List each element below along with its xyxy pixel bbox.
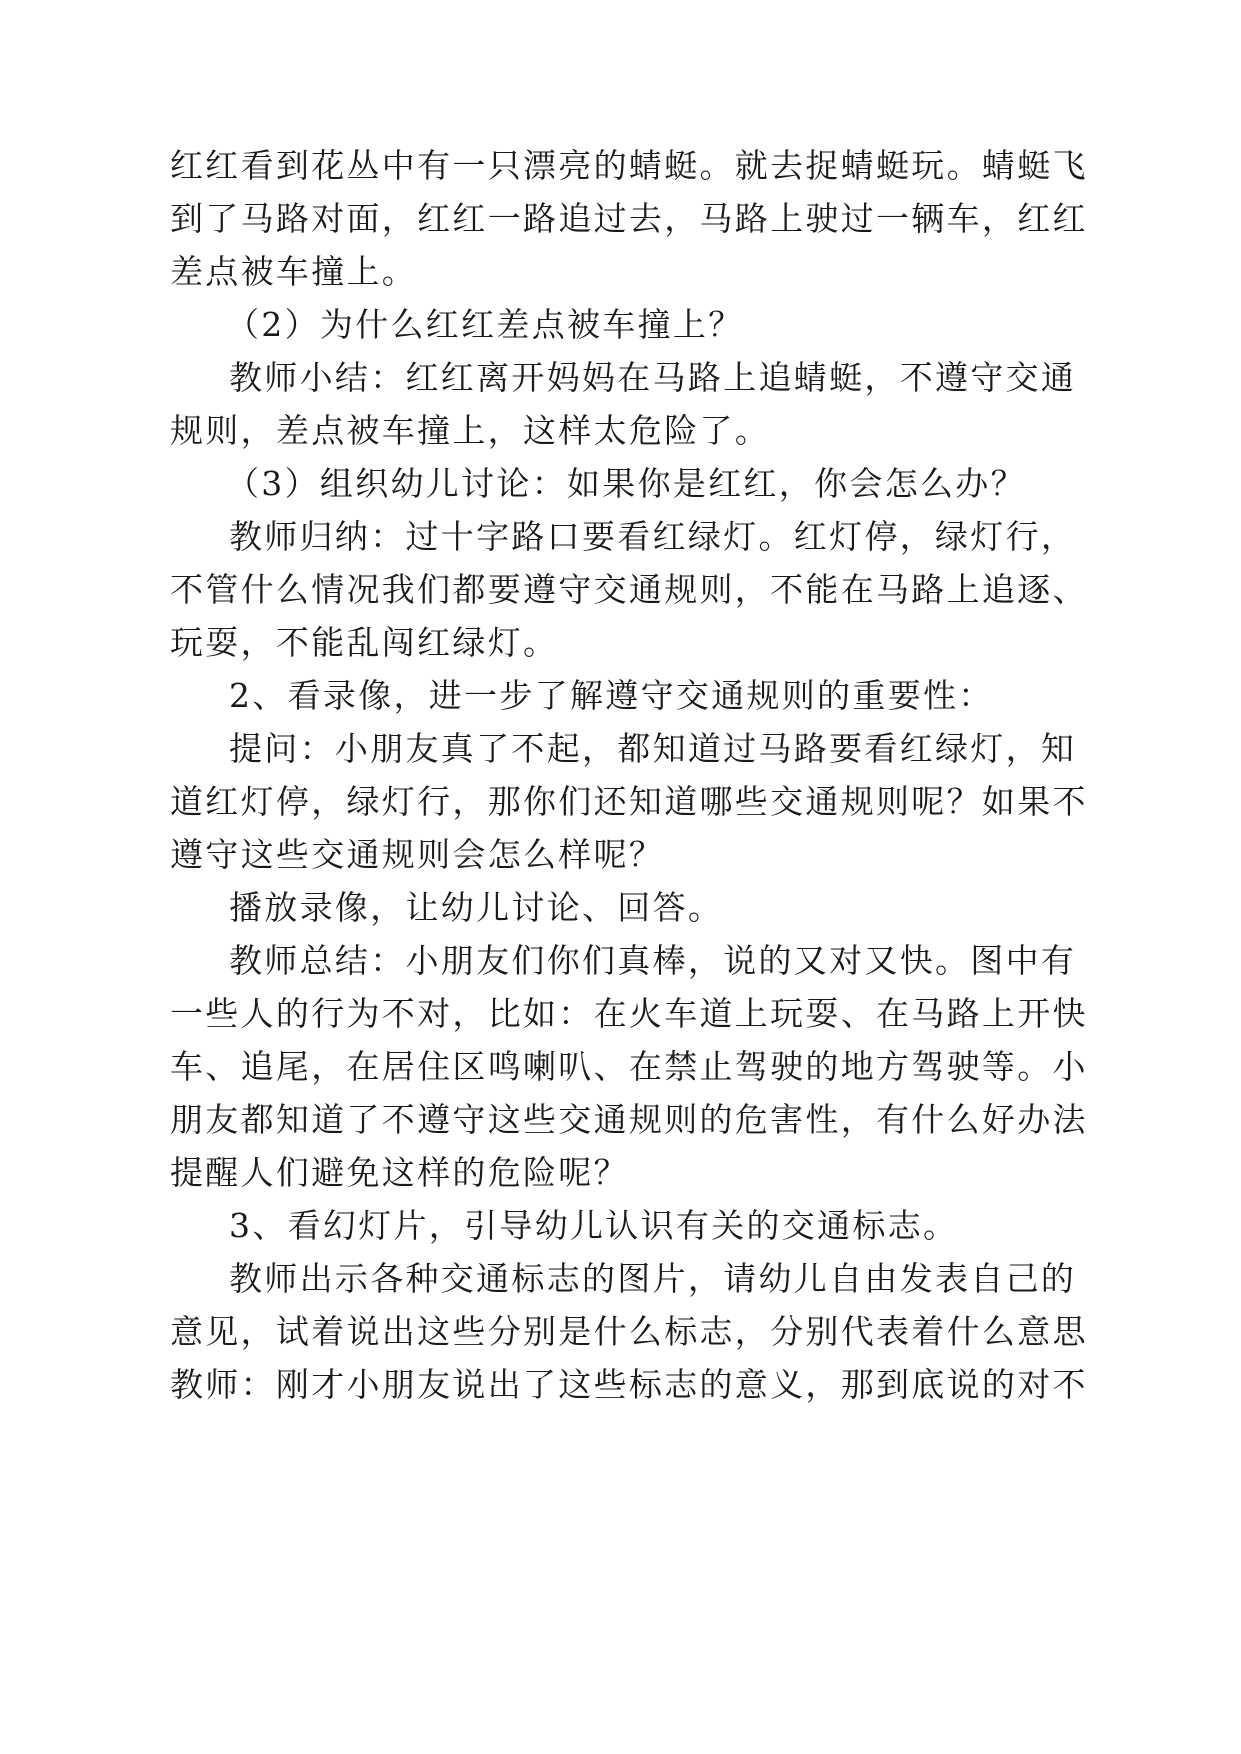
text-line: 提问：小朋友真了不起，都知道过马路要看红绿灯，知: [229, 729, 1077, 768]
text-line: 教师归纳：过十字路口要看红绿灯。红灯停，绿灯行，: [229, 517, 1077, 556]
text-line: 教师总结：小朋友们你们真棒，说的又对又快。图中有: [229, 941, 1077, 980]
text-line: 意见，试着说出这些分别是什么标志，分别代表着什么意思: [170, 1312, 1088, 1351]
text-line: 规则，差点被车撞上，这样太危险了。: [170, 411, 771, 450]
text-line: 教师：刚才小朋友说出了这些标志的意义，那到底说的对不: [170, 1365, 1088, 1404]
text-line: 遵守这些交通规则会怎么样呢？: [170, 835, 665, 874]
text-line: 玩耍，不能乱闯红绿灯。: [170, 623, 559, 662]
text-line: 到了马路对面，红红一路追过去，马路上驶过一辆车，红红: [170, 199, 1088, 238]
text-line: 一些人的行为不对，比如：在火车道上玩耍、在马路上开快: [170, 994, 1088, 1033]
text-line: 3、看幻灯片，引导幼儿认识有关的交通标志。: [229, 1206, 959, 1245]
text-line: 车、追尾，在居住区鸣喇叭、在禁止驾驶的地方驾驶等。小: [170, 1047, 1088, 1086]
text-line: 提醒人们避免这样的危险呢？: [170, 1153, 629, 1192]
text-line: 朋友都知道了不遵守这些交通规则的危害性，有什么好办法: [170, 1100, 1088, 1139]
text-line: 2、看录像，进一步了解遵守交通规则的重要性：: [229, 676, 994, 715]
text-line: 教师出示各种交通标志的图片，请幼儿自由发表自己的: [229, 1259, 1077, 1298]
text-line: 教师小结：红红离开妈妈在马路上追蜻蜓，不遵守交通: [229, 358, 1077, 397]
text-line: （3）组织幼儿讨论：如果你是红红，你会怎么办？: [226, 464, 1026, 503]
text-line: 播放录像，让幼儿讨论、回答。: [229, 888, 724, 927]
text-line: （2）为什么红红差点被车撞上？: [226, 305, 744, 344]
text-line: 红红看到花丛中有一只漂亮的蜻蜓。就去捉蜻蜓玩。蜻蜓飞: [170, 146, 1088, 185]
text-line: 不管什么情况我们都要遵守交通规则，不能在马路上追逐、: [170, 570, 1088, 609]
text-line: 差点被车撞上。: [170, 252, 418, 291]
text-line: 道红灯停，绿灯行，那你们还知道哪些交通规则呢？如果不: [170, 782, 1088, 821]
